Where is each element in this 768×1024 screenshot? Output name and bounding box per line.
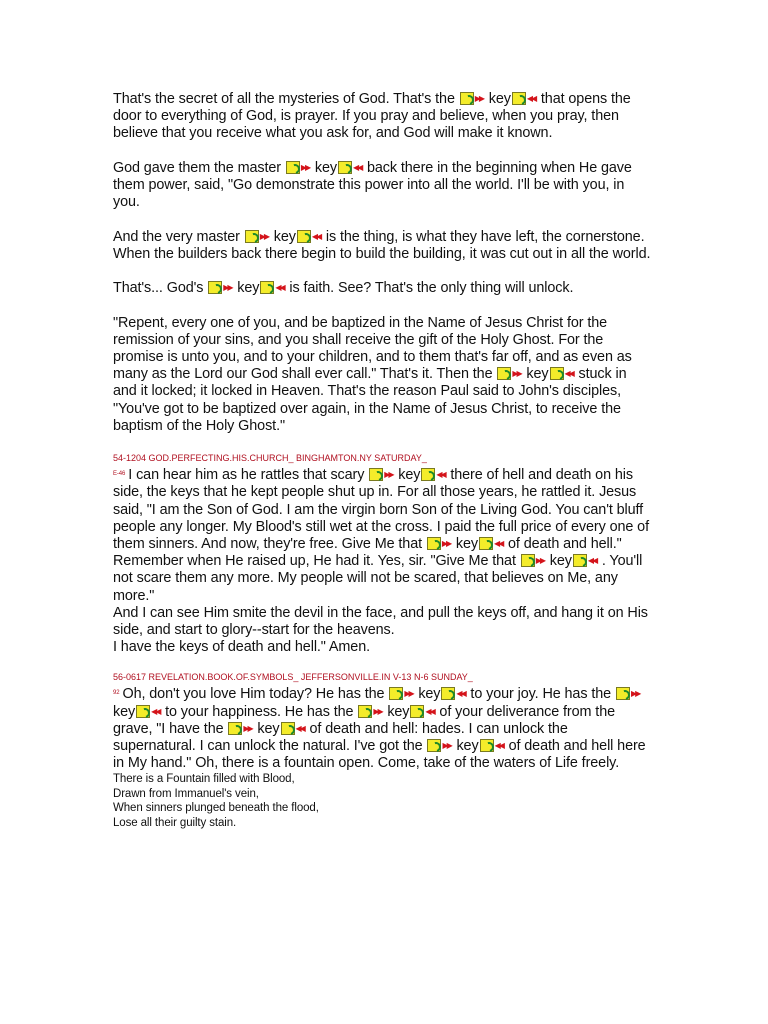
highlighted-search-term: key (456, 738, 479, 755)
highlighted-search-term: key (314, 159, 337, 176)
search-marker-close-icon: ◀◀ (573, 554, 601, 567)
text-segment: of death and hell: hades. I can unlock the supernatural. I can unlock the natural. I've got the (113, 720, 568, 755)
text-segment: is faith. See? That's the only thing will unlock. (289, 280, 574, 297)
search-marker-close-icon: ◀◀ (338, 161, 366, 174)
text-segment: And I can see Him smite the devil in the face, and pull the keys off, and hang it on His side, and start to glory--start for the heavens. (113, 604, 648, 639)
search-marker-open-icon: ▶▶ (208, 281, 236, 294)
paragraph (113, 639, 653, 656)
text-segment: That's the secret of all the mysteries of God. That's the (113, 91, 459, 107)
text-segment: of death and hell here in My hand." Oh, there is a fountain open. Come, take of the waters of Life freely. (113, 738, 646, 772)
search-marker-close-icon: ◀◀ (441, 687, 469, 700)
text-segment: . You'll not scare them any more. My people will not be scared, that believes on Me, any more." (113, 553, 643, 604)
search-marker-open-icon: ▶▶ (521, 554, 549, 567)
search-marker-open-icon: ▶▶ (427, 739, 455, 752)
paragraph (113, 229, 653, 263)
search-marker-close-icon: ◀◀ (480, 739, 508, 752)
paragraph (113, 315, 653, 435)
text-segment: And the very master (113, 228, 244, 245)
paragraph (113, 160, 653, 212)
highlighted-search-term: key (237, 280, 260, 297)
search-marker-close-icon: ◀◀ (410, 705, 438, 718)
search-marker-open-icon: ▶▶ (389, 687, 417, 700)
paragraph (113, 466, 653, 605)
hymn-line: When sinners plunged beneath the flood, (113, 802, 319, 815)
text-segment: I can hear him as he rattles that scary (128, 467, 369, 484)
search-marker-open-icon: ▶▶ (228, 722, 256, 735)
highlighted-search-term: key (455, 536, 479, 552)
intro-paragraphs (113, 91, 653, 435)
paragraph-number: E-46 (113, 471, 126, 478)
hymn-line: There is a Fountain filled with Blood, (113, 773, 295, 786)
sermon-reference-2: 56-0617 REVELATION.BOOK.OF.SYMBOLS_ JEFFERSONVILLE.IN V-13 N-6 SUNDAY_ (113, 672, 473, 683)
hymn-verse (113, 772, 653, 830)
text-segment: "Repent, every one of you, and be baptized in the Name of Jesus Christ for the remission of your sins, and you shall receive the gift of the Holy Ghost. For the promise is unto you, and to your children, and to them that's far off, and as even as many as the Lord our God shall ever call." That's it. Then the (113, 314, 632, 383)
highlighted-search-term: key (418, 686, 441, 703)
search-marker-close-icon: ◀◀ (136, 705, 164, 718)
sermon-reference-1: 54-1204 GOD.PERFECTING.HIS.CHURCH_ BINGHAMTON.NY SATURDAY_ (113, 453, 427, 464)
search-marker-close-icon: ◀◀ (479, 537, 507, 550)
search-marker-open-icon: ▶▶ (245, 230, 273, 243)
highlighted-search-term: key (273, 228, 296, 245)
sermon-excerpt-1 (113, 466, 653, 656)
search-marker-open-icon: ▶▶ (358, 705, 386, 718)
text-segment: back there in the beginning when He gave them power, said, "Go demonstrate this power into all the world. I'll be with you, in you. (113, 159, 632, 211)
paragraph (113, 685, 653, 772)
text-segment: Oh, don't you love Him today? He has the (122, 686, 389, 703)
text-segment: stuck in and it locked; it locked in Heaven. That's the reason Paul said to John's disciples, "You've got to be baptized over again, in the Name of Jesus Christ, to receive the baptism of the Holy Ghost." (113, 366, 627, 434)
highlighted-search-term: key (257, 720, 280, 737)
paragraph (113, 91, 653, 143)
search-marker-close-icon: ◀◀ (297, 230, 325, 243)
search-marker-close-icon: ◀◀ (512, 92, 540, 105)
text-segment: of death and hell." Remember when He raised up, He had it. Yes, sir. "Give Me that (113, 536, 622, 570)
text-segment: that opens the door to everything of God, is prayer. If you pray and believe, when you pray, then believe that you receive what you ask for, and God will make it known. (113, 91, 631, 142)
search-marker-open-icon: ▶▶ (497, 367, 525, 380)
search-marker-open-icon: ▶▶ (286, 161, 314, 174)
text-segment: That's... God's (113, 280, 208, 297)
search-marker-open-icon: ▶▶ (616, 687, 644, 700)
search-marker-close-icon: ◀◀ (421, 468, 449, 481)
highlighted-search-term: key (488, 91, 511, 107)
paragraph-number: 92 (113, 690, 120, 697)
document-page (113, 91, 653, 830)
hymn-line: Drawn from Immanuel's vein, (113, 787, 259, 800)
search-marker-open-icon: ▶▶ (427, 537, 455, 550)
highlighted-search-term: key (549, 553, 572, 570)
paragraph (113, 605, 653, 639)
search-marker-close-icon: ◀◀ (260, 281, 288, 294)
highlighted-search-term: key (113, 703, 136, 720)
sermon-excerpt-2 (113, 685, 653, 772)
search-marker-open-icon: ▶▶ (369, 468, 397, 481)
paragraph (113, 280, 653, 297)
highlighted-search-term: key (398, 467, 421, 484)
text-segment: there of hell and death on his side, the keys that he kept people shut up in. For all those years, he rattled it. Jesus said, "I am the Son of God. I am the virgin born Son of the Living God. You can't bluff people any longer. My Blood's still wet at the cross. I paid the full price of every one of them sinners. And now, they're free. Give Me that (113, 467, 649, 552)
hymn-line: Lose all their guilty stain. (113, 816, 237, 829)
search-marker-open-icon: ▶▶ (460, 92, 488, 105)
search-marker-close-icon: ◀◀ (281, 722, 309, 735)
text-segment: I have the keys of death and hell." Amen. (113, 639, 371, 656)
highlighted-search-term: key (526, 366, 549, 383)
text-segment: of your deliverance from the grave, "I have the (113, 703, 615, 737)
text-segment: God gave them the master (113, 159, 285, 176)
search-marker-close-icon: ◀◀ (550, 367, 578, 380)
text-segment: is the thing, is what they have left, the cornerstone. When the builders back there begin to build the building, it was cut out in all the world. (113, 228, 651, 262)
text-segment: to your joy. He has the (470, 686, 615, 703)
highlighted-search-term: key (387, 703, 410, 720)
text-segment: to your happiness. He has the (165, 703, 358, 720)
